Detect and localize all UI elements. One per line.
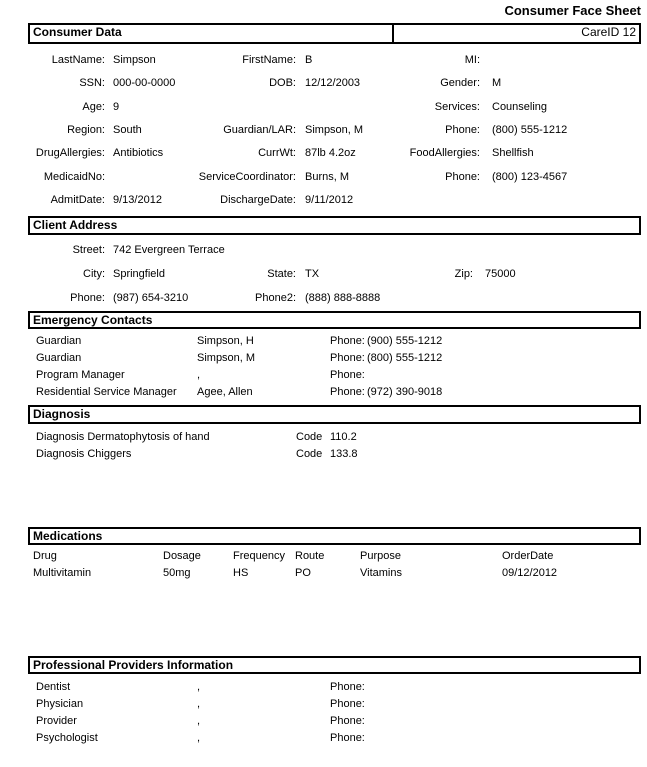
medication-route: PO	[295, 567, 311, 579]
contact-row	[0, 351, 647, 366]
section-header-medications	[28, 527, 641, 545]
provider-row	[0, 731, 647, 746]
contact-phone-value: (900) 555-1212	[367, 335, 443, 347]
diagnosis-label: Diagnosis Dermatophytosis of hand	[36, 431, 210, 443]
provider-name: ,	[197, 681, 201, 693]
address-row	[0, 291, 647, 306]
field-value: 87lb 4.2oz	[305, 147, 356, 159]
address-row	[0, 267, 647, 282]
field-value: 9/13/2012	[113, 194, 162, 206]
consumer-row	[0, 123, 647, 138]
contact-name: ,	[197, 369, 201, 381]
field-value: Counseling	[492, 101, 548, 113]
section-header-diagnosis	[28, 405, 641, 424]
street-label: Street:	[72, 244, 105, 256]
field-value: 12/12/2003	[305, 77, 361, 89]
contact-phone-label: Phone:	[330, 352, 365, 364]
field-label: SSN:	[79, 77, 105, 89]
medication-dosage: 50mg	[163, 567, 191, 579]
city-value: Springfield	[113, 268, 165, 280]
city-label: City:	[83, 268, 105, 280]
field-label: DischargeDate:	[220, 194, 296, 206]
medication-frequency: HS	[233, 567, 249, 579]
field-label: Services:	[434, 101, 480, 113]
field-value: (800) 123-4567	[492, 171, 568, 183]
field-label: ServiceCoordinator:	[198, 171, 296, 183]
contact-role: Program Manager	[36, 369, 125, 381]
field-value: 9/11/2012	[305, 194, 354, 206]
care-id: CareID 12	[581, 25, 636, 39]
section-header-client-address	[28, 216, 641, 235]
field-label: Gender:	[440, 77, 480, 89]
field-label: Age:	[82, 101, 105, 113]
diagnosis-row	[0, 447, 647, 462]
contact-name: Simpson, M	[197, 352, 256, 364]
contact-phone-label: Phone:	[330, 369, 365, 381]
medication-purpose: Vitamins	[360, 567, 402, 579]
column-header-dosage: Dosage	[163, 550, 201, 562]
field-label: AdmitDate:	[50, 194, 105, 206]
field-label: MedicaidNo:	[43, 171, 105, 183]
field-label: DrugAllergies:	[35, 147, 105, 159]
medication-orderdate: 09/12/2012	[502, 567, 558, 579]
field-value: Antibiotics	[113, 147, 164, 159]
contact-row	[0, 385, 647, 400]
consumer-row	[0, 76, 647, 91]
provider-name: ,	[197, 732, 201, 744]
phone-label: Phone:	[70, 292, 105, 304]
field-value: South	[113, 124, 142, 136]
field-value: 000-00-0000	[113, 77, 176, 89]
contact-name: Simpson, H	[197, 335, 254, 347]
field-label: FoodAllergies:	[409, 147, 480, 159]
column-header-frequency: Frequency	[233, 550, 285, 562]
provider-row	[0, 680, 647, 695]
consumer-row	[0, 170, 647, 185]
contact-phone-value: (972) 390-9018	[367, 386, 443, 398]
provider-row	[0, 697, 647, 712]
section-title-client-address: Client Address	[33, 218, 118, 232]
field-label: Region:	[67, 124, 105, 136]
medication-drug: Multivitamin	[33, 567, 92, 579]
page-title: Consumer Face Sheet	[504, 3, 641, 18]
diagnosis-code-value: 110.2	[330, 431, 357, 443]
field-label: CurrWt:	[258, 147, 296, 159]
phone2-label: Phone2:	[255, 292, 296, 304]
field-label: MI:	[464, 54, 480, 66]
provider-role: Physician	[36, 698, 84, 710]
provider-phone-label: Phone:	[330, 715, 365, 727]
field-value: B	[305, 54, 313, 66]
provider-role: Provider	[36, 715, 77, 727]
consumer-row	[0, 53, 647, 68]
section-header-providers	[28, 656, 641, 674]
provider-role: Dentist	[36, 681, 71, 693]
section-title-consumer-data: Consumer Data	[30, 25, 394, 42]
address-row	[0, 243, 647, 258]
medication-row	[0, 566, 647, 581]
column-header-purpose: Purpose	[360, 550, 401, 562]
field-value: Shellfish	[492, 147, 534, 159]
consumer-row	[0, 193, 647, 208]
provider-phone-label: Phone:	[330, 681, 365, 693]
phone2-value: (888) 888-8888	[305, 292, 381, 304]
section-title-providers: Professional Providers Information	[33, 658, 234, 672]
diagnosis-code-label: Code	[296, 448, 323, 460]
provider-role: Psychologist	[36, 732, 98, 744]
contact-phone-label: Phone:	[330, 335, 365, 347]
provider-name: ,	[197, 698, 201, 710]
consumer-row	[0, 100, 647, 115]
contact-role: Guardian	[36, 335, 82, 347]
field-label: LastName:	[51, 54, 105, 66]
diagnosis-row	[0, 430, 647, 445]
provider-row	[0, 714, 647, 729]
contact-row	[0, 368, 647, 383]
field-value: (800) 555-1212	[492, 124, 568, 136]
state-label: State:	[267, 268, 296, 280]
contact-phone-label: Phone:	[330, 386, 365, 398]
section-header-emergency-contacts	[28, 311, 641, 329]
field-label: Guardian/LAR:	[223, 124, 296, 136]
zip-label: Zip:	[454, 268, 473, 280]
field-value: 9	[113, 101, 120, 113]
contact-role: Residential Service Manager	[36, 386, 177, 398]
contact-name: Agee, Allen	[197, 386, 253, 398]
column-header-orderdate: OrderDate	[502, 550, 554, 562]
state-value: TX	[305, 268, 320, 280]
diagnosis-label: Diagnosis Chiggers	[36, 448, 132, 460]
street-value: 742 Evergreen Terrace	[113, 244, 225, 256]
field-value: Burns, M	[305, 171, 350, 183]
zip-value: 75000	[485, 268, 516, 280]
diagnosis-code-value: 133.8	[330, 448, 358, 460]
column-header-route: Route	[295, 550, 325, 562]
provider-name: ,	[197, 715, 201, 727]
field-label: Phone:	[445, 124, 480, 136]
provider-phone-label: Phone:	[330, 732, 365, 744]
provider-phone-label: Phone:	[330, 698, 365, 710]
contact-phone-value: (800) 555-1212	[367, 352, 443, 364]
field-label: DOB:	[269, 77, 296, 89]
section-title-medications: Medications	[33, 529, 103, 543]
diagnosis-code-label: Code	[296, 431, 323, 443]
field-label: FirstName:	[242, 54, 296, 66]
field-value: Simpson	[113, 54, 156, 66]
field-label: Phone:	[445, 171, 480, 183]
section-header-consumer-data	[28, 23, 641, 44]
contact-role: Guardian	[36, 352, 82, 364]
section-title-emergency-contacts: Emergency Contacts	[33, 313, 153, 327]
medications-header-row	[0, 549, 647, 564]
column-header-drug: Drug	[33, 550, 57, 562]
section-title-diagnosis: Diagnosis	[33, 407, 91, 421]
field-value: M	[492, 77, 502, 89]
consumer-row	[0, 146, 647, 161]
field-value: Simpson, M	[305, 124, 364, 136]
contact-row	[0, 334, 647, 349]
phone-value: (987) 654-3210	[113, 292, 189, 304]
